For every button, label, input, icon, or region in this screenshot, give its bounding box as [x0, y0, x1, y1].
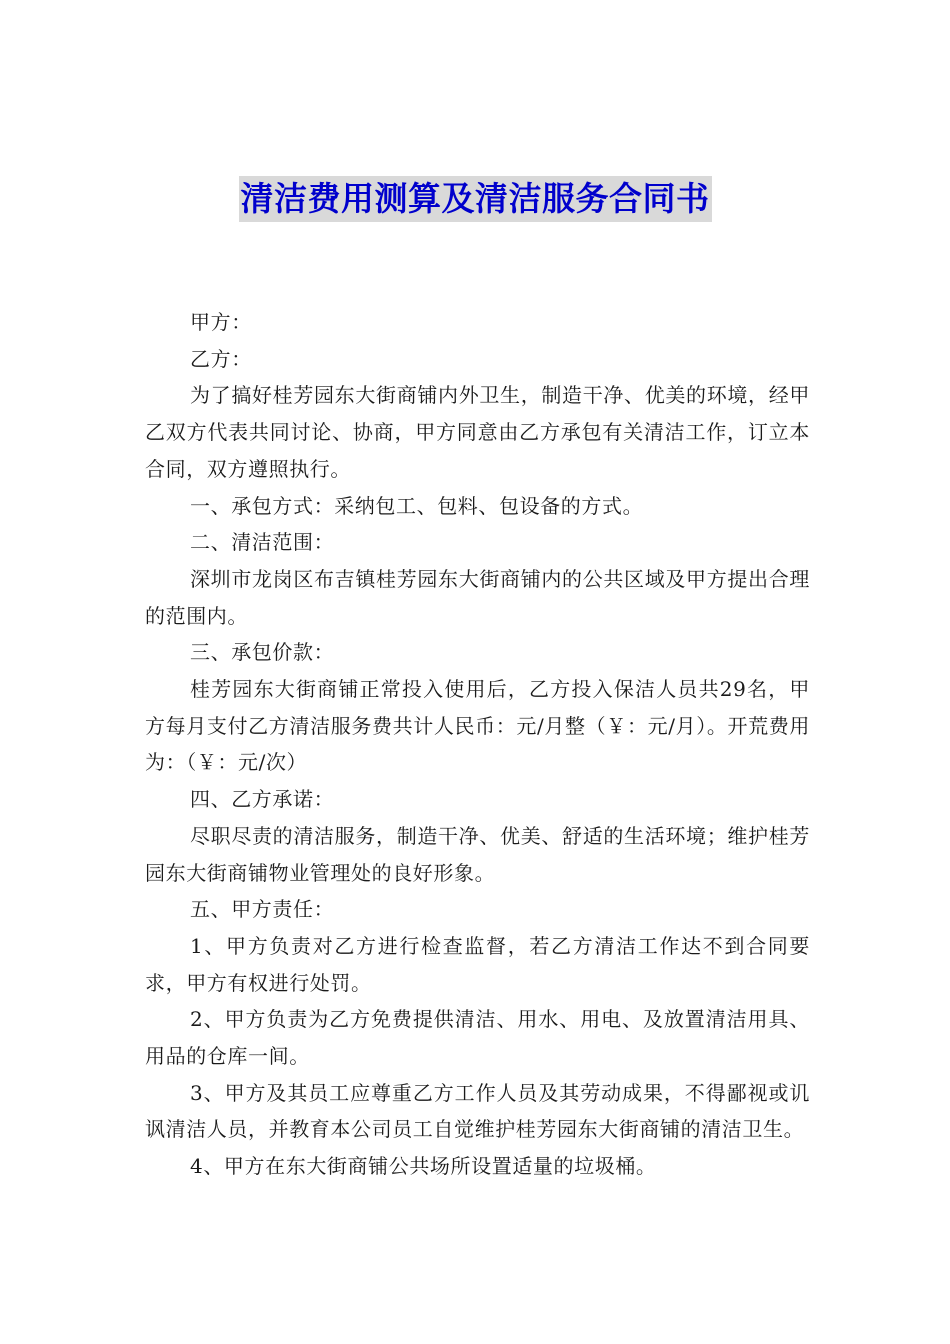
party-a-responsibility-item: 4、甲方在东大街商铺公共场所设置适量的垃圾桶。 — [190, 1154, 657, 1179]
party-a-responsibility-item: 1、甲方负责对乙方进行检查监督，若乙方清洁工作达不到合同要求，甲方有权进行处罚。 — [145, 933, 810, 995]
preamble-paragraph: 为了搞好桂芳园东大街商铺内外卫生，制造干净、优美的环境，经甲乙双方代表共同讨论、协商，甲方同意由乙方承包有关清洁工作，订立本合同，双方遵照执行。 — [145, 383, 810, 481]
cleaning-scope-paragraph: 深圳市龙岗区布吉镇桂芳园东大街商铺内的公共区域及甲方提出合理的范围内。 — [145, 566, 810, 628]
party-a-responsibility-item: 3、甲方及其员工应尊重乙方工作人员及其劳动成果，不得鄙视或讥讽清洁人员，并教育本公司员工自觉维护桂芳园东大街商铺的清洁卫生。 — [145, 1080, 810, 1142]
party-b-commitment-paragraph: 尽职尽责的清洁服务，制造干净、优美、舒适的生活环境；维护桂芳园东大街商铺物业管理处的良好形象。 — [145, 823, 810, 885]
title-container — [0, 176, 950, 222]
section-heading-party-b-commitment: 四、乙方承诺： — [190, 787, 335, 812]
party-a-line: 甲方： — [190, 310, 252, 334]
party-b-line: 乙方： — [190, 346, 252, 371]
document-title: 清洁费用测算及清洁服务合同书 — [239, 176, 712, 222]
section-heading-contract-price: 三、承包价款： — [190, 640, 335, 665]
party-a-responsibility-item: 2、甲方负责为乙方免费提供清洁、用水、用电、及放置清洁用具、用品的仓库一间。 — [145, 1007, 810, 1069]
section-heading-party-a-responsibility: 五、甲方责任： — [190, 897, 335, 922]
document-body — [145, 304, 810, 1185]
section-contract-method: 一、承包方式：采纳包工、包料、包设备的方式。 — [190, 493, 644, 518]
section-heading-cleaning-scope: 二、清洁范围： — [190, 530, 335, 555]
contract-price-paragraph: 桂芳园东大街商铺正常投入使用后，乙方投入保洁人员共29名，甲方每月支付乙方清洁服务费共计人民币：元/月整（￥：元/月）。开荒费用为：（￥：元/次） — [145, 677, 810, 775]
